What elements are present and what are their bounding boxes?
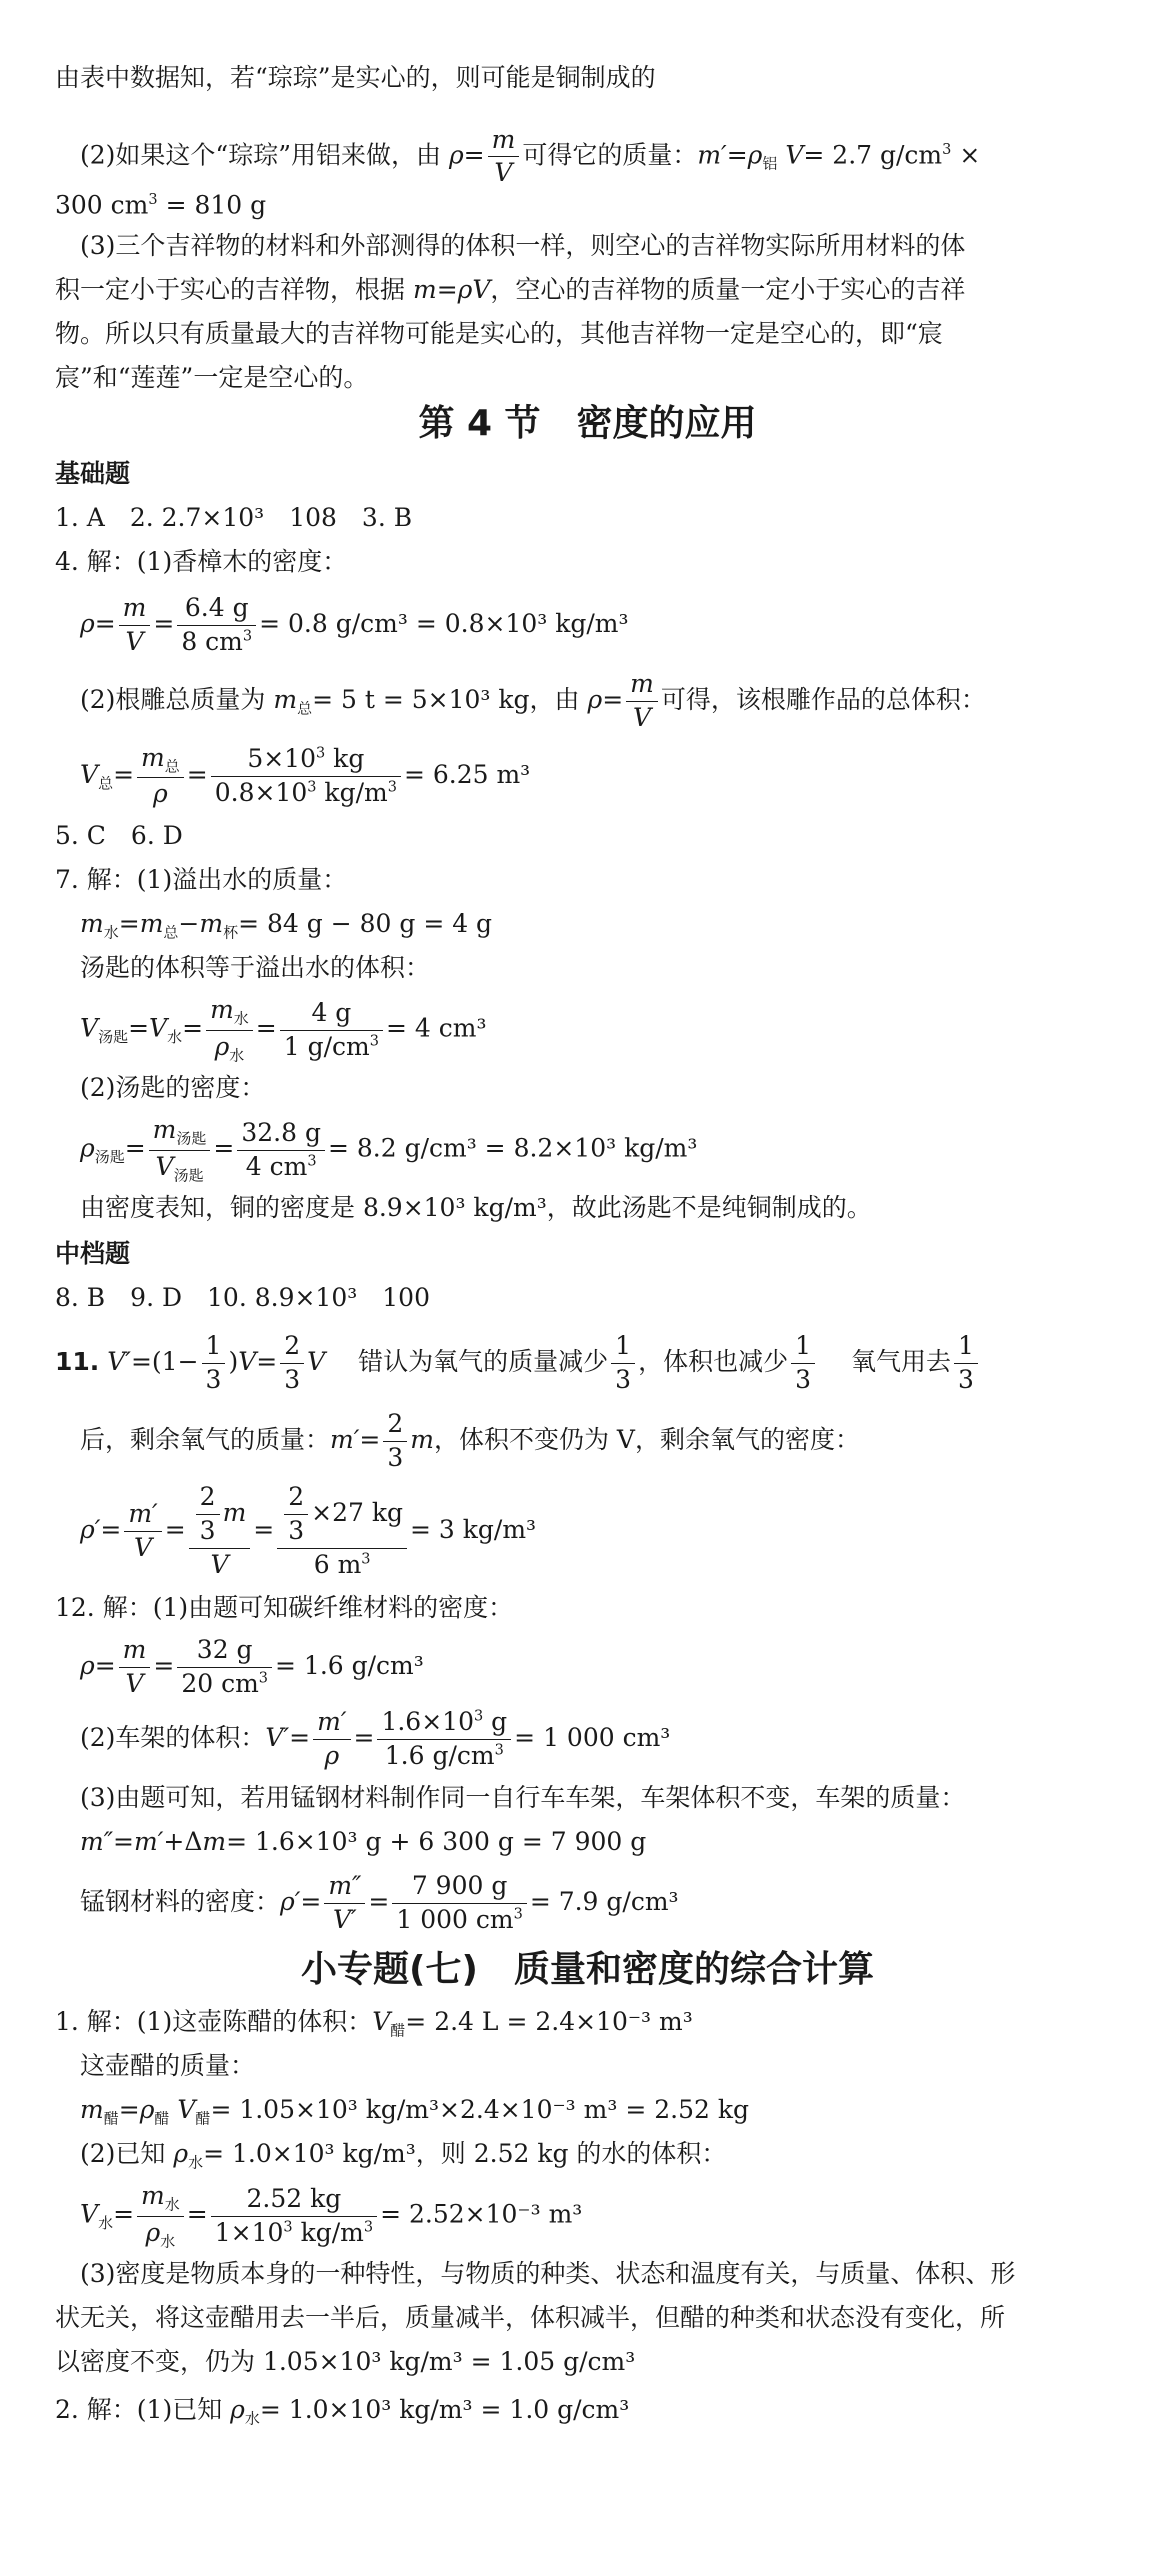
q4-heading: 4. 解：(1)香樟木的密度： [55,547,348,576]
q7-volume-statement: 汤匙的体积等于溢出水的体积： [80,953,431,982]
q7-conclusion: 由密度表知，铜的密度是 8.9×10³ kg/m³，故此汤匙不是纯铜制成的。 [80,1193,872,1222]
q7-density-formula: $\rho_{汤匙}=$ $\frac{m_{汤匙}}{V_{汤匙}}$ = $\frac{32.8 g}{4 cm^3}$ = 8.2 g/cm³ = 8.2×10³ kg/m³ [80,1115,698,1184]
q12-mass-formula: m″=m′+Δm= 1.6×10³ g + 6 300 g = 7 900 g [80,1827,647,1856]
basic-questions-heading: 基础题 [55,459,131,488]
q11-line-2: 后，剩余氧气的质量：m′= $\frac{2}{3}$ m，体积不变仍为 V，剩余氧气的密度： [80,1409,860,1472]
s7-q1-heading: 1. 解：(1)这壶陈醋的体积：$V_醋= 2.4$ L = 2.4×10⁻³ m³ [55,2007,693,2040]
q12-volume-formula: (2)车架的体积：V′= $\frac{m'}{\rho}$ = $\frac{1.6\times 10^3 g}{1.6 g/cm^3}$ = 1 000 cm³ [80,1707,671,1770]
s7-q1-mass-label: 这壶醋的质量： [80,2051,256,2080]
answers-8-10: 8. B 9. D 10. 8.9×10³ 100 [55,1283,430,1312]
intro-para-2: (2)如果这个“琮琮”用铝来做，由 ρ= $\frac{m}{V}$ 可得它的质量：$m'=\rho_铝$ V= 2.7 $g/cm^3$ × [80,124,981,188]
q12-heading: 12. 解：(1)由题可知碳纤维材料的密度： [55,1593,514,1622]
s7-q1-mass-formula: $m_醋=\rho_醋$ $V_醋= 1.05\times 10^3$ kg/m³×2.4×10⁻³ m³ = 2.52 kg [80,2095,749,2128]
mid-questions-heading: 中档题 [55,1239,131,1268]
intro-para-3-line-4: 宸”和“莲莲”一定是空心的。 [55,363,369,392]
intro-para-3-line-1: (3)三个吉祥物的材料和外部测得的体积一样，则空心的吉祥物实际所用材料的体 [80,231,966,260]
answers-1-3: 1. A 2. 2.7×10³ 108 3. B [55,503,413,532]
s7-q1-volume-formula: $V_水=$ $\frac{m_水}{\rho_水}$ = $\frac{2.52 kg}{1\times 10^3 kg/m^3}$ = 2.52×10⁻³ m³ [80,2181,583,2250]
s7-q2-heading: 2. 解：(1)已知 $\rho_水= 1.0\times 10^3$ kg/m³ = 1.0 g/cm³ [55,2395,630,2428]
intro-line-1: 由表中数据知，若“琮琮”是实心的，则可能是铜制成的 [55,63,656,92]
s7-q1-part-2: (2)已知 $\rho_水= 1.0\times 10^3$ kg/m³，则 2.52 kg 的水的体积： [80,2139,727,2172]
s7-q1-part-3-line-3: 以密度不变，仍为 1.05×10³ kg/m³ = 1.05 g/cm³ [55,2347,636,2376]
q12-density-formula: ρ= $\frac{m}{V}$ = $\frac{32 g}{20 cm^3}$ = 1.6 g/cm³ [80,1635,424,1698]
q7-heading: 7. 解：(1)溢出水的质量： [55,865,348,894]
q7-part-2: (2)汤匙的密度： [80,1073,266,1102]
q7-mass-formula: $m_水=m_总-m_杯= 84$ g − 80 g = 4 g [80,909,493,942]
q11-density-formula: ρ′= $\frac{m'}{V}$ = $\frac{2}{3}$ m V = $\frac{2}{3}$ ×27 kg 6 $m^3$ = 3 kg/m³ [80,1482,537,1579]
q12-steel-density: 锰钢材料的密度：ρ′= $\frac{m''}{V'}$ = $\frac{7 900 g}{1 000 cm^3}$ = 7.9 g/cm³ [80,1871,679,1934]
q11-line-1: 11. V′=(1− $\frac{1}{3}$ )V= $\frac{2}{3}$ V 错认为氧气的质量减少 $\frac{1}{3}$ ，体积也减少 $\frac{1}{3}$ 氧气用去 $\frac{1}{3}$ [55,1330,981,1395]
q7-volume-formula: $V_{汤匙}=V_水=$ $\frac{m_水}{\rho_水}$ = $\frac{4 g}{1 g/cm^3}$ = 4 cm³ [80,995,487,1064]
s7-q1-part-3-line-1: (3)密度是物质本身的一种特性，与物质的种类、状态和温度有关，与质量、体积、形 [80,2259,1016,2288]
q12-part-3: (3)由题可知，若用锰钢材料制作同一自行车车架，车架体积不变，车架的质量： [80,1783,966,1812]
q4-volume-formula: $V_总=$ $\frac{m_总}{\rho}$ = $\frac{5\times 10^3 kg}{0.8\times 10^3 kg/m^3}$ = 6.25 m³ [80,742,531,809]
answers-5-6: 5. C 6. D [55,821,183,850]
q4-density-formula: ρ= $\frac{m}{V}$ = $\frac{6.4 g}{8 cm^3}$ = 0.8 g/cm³ = 0.8×10³ kg/m³ [80,593,629,656]
q4-part-2: (2)根雕总质量为 $m_总= 5$ t = 5×10³ kg，由 ρ= $\frac{m}{V}$ 可得，该根雕作品的总体积： [80,669,986,732]
intro-para-3-line-3: 物。所以只有质量最大的吉祥物可能是实心的，其他吉祥物一定是空心的，即“宸 [55,319,943,348]
intro-para-2-cont: 300 $cm^3 = 810$ g [55,190,267,220]
s7-q1-part-3-line-2: 状无关，将这壶醋用去一半后，质量减半，体积减半，但醋的种类和状态没有变化，所 [55,2303,1006,2332]
intro-para-3-line-2: 积一定小于实心的吉祥物，根据 m=ρV，空心的吉祥物的质量一定小于实心的吉祥 [55,275,966,304]
special-topic-7-title: 小专题(七) 质量和密度的综合计算 [301,1949,874,1990]
section-4-title: 第 4 节 密度的应用 [418,403,757,444]
